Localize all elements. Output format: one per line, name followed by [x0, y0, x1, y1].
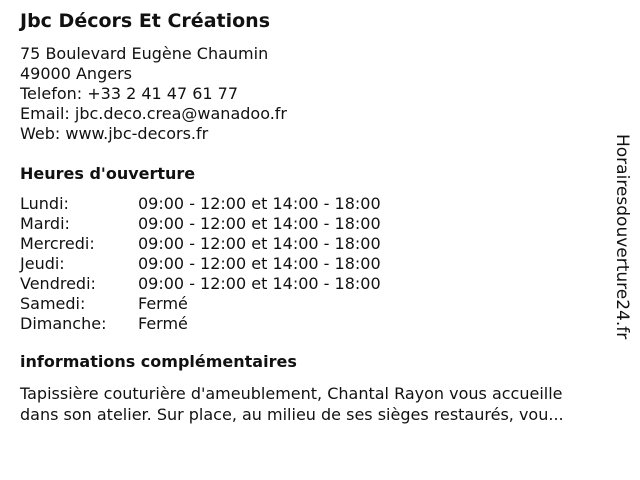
business-description — [20, 383, 620, 425]
opening-hours-heading: Heures d'ouverture — [20, 164, 196, 183]
hours-value: 09:00 - 12:00 et 14:00 - 18:00 — [138, 214, 381, 233]
address-city: 49000 Angers — [20, 64, 132, 83]
hours-row-saturday — [20, 294, 610, 314]
business-name: Jbc Décors Et Créations — [20, 10, 270, 32]
hours-row-sunday — [20, 314, 610, 334]
day-label: Samedi: — [20, 294, 86, 313]
day-label: Mardi: — [20, 214, 70, 233]
hours-row-tuesday — [20, 214, 610, 234]
hours-value: Fermé — [138, 294, 188, 313]
opening-hours-list — [20, 194, 610, 334]
email-line: Email: jbc.deco.crea@wanadoo.fr — [20, 104, 287, 123]
additional-info-heading: informations complémentaires — [20, 352, 297, 371]
day-label: Lundi: — [20, 194, 69, 213]
day-label: Dimanche: — [20, 314, 107, 333]
description-line: Tapissière couturière d'ameublement, Chantal Rayon vous accueille — [20, 384, 563, 403]
site-watermark: Horairesdouverture24.fr — [612, 134, 632, 340]
phone-line: Telefon: +33 2 41 47 61 77 — [20, 84, 239, 103]
business-card — [20, 8, 610, 425]
hours-value: 09:00 - 12:00 et 14:00 - 18:00 — [138, 234, 381, 253]
day-label: Jeudi: — [20, 254, 65, 273]
hours-value: 09:00 - 12:00 et 14:00 - 18:00 — [138, 254, 381, 273]
hours-row-wednesday — [20, 234, 610, 254]
hours-value: 09:00 - 12:00 et 14:00 - 18:00 — [138, 194, 381, 213]
hours-row-monday — [20, 194, 610, 214]
web-line: Web: www.jbc-decors.fr — [20, 124, 209, 143]
hours-value: 09:00 - 12:00 et 14:00 - 18:00 — [138, 274, 381, 293]
address-street: 75 Boulevard Eugène Chaumin — [20, 44, 269, 63]
day-label: Vendredi: — [20, 274, 96, 293]
hours-row-thursday — [20, 254, 610, 274]
hours-value: Fermé — [138, 314, 188, 333]
day-label: Mercredi: — [20, 234, 95, 253]
description-line: dans son atelier. Sur place, au milieu de ses sièges restaurés, vou... — [20, 405, 564, 424]
hours-row-friday — [20, 274, 610, 294]
